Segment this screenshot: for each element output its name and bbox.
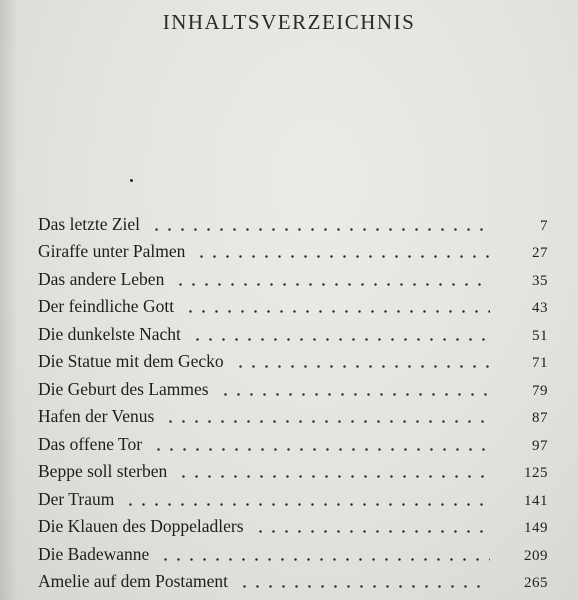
dot-leader [195, 255, 490, 258]
toc-entry-title: Das offene Tor [38, 433, 143, 454]
table-of-contents [38, 210, 548, 595]
dot-leader [234, 365, 490, 368]
toc-entry-page: 27 [532, 245, 548, 261]
toc-entry [38, 485, 548, 513]
toc-entry-title: Der feindliche Gott [38, 296, 175, 316]
toc-entry-title: Die Klauen des Doppeladlers [38, 516, 244, 536]
dot-leader [174, 283, 490, 286]
decorative-dot [130, 179, 133, 182]
dot-leader [124, 503, 490, 506]
toc-entry-page: 87 [532, 410, 548, 426]
toc-entry [38, 348, 548, 376]
toc-entry-title: Hafen der Venus [38, 406, 155, 426]
toc-entry-title: Giraffe unter Palmen [38, 241, 186, 261]
toc-entry [38, 265, 548, 293]
dot-leader [238, 585, 490, 588]
toc-entry [38, 320, 548, 348]
dot-leader [219, 393, 490, 396]
toc-entry [38, 540, 548, 568]
toc-entry [38, 458, 548, 486]
toc-entry [38, 403, 548, 431]
toc-entry-title: Die Geburt des Lammes [38, 378, 209, 399]
dot-leader [177, 475, 490, 478]
toc-entry-title: Amelie auf dem Postament [38, 571, 229, 591]
toc-entry [38, 238, 548, 266]
dot-leader [150, 228, 490, 231]
dot-leader [152, 448, 490, 451]
toc-entry-page: 141 [524, 492, 548, 509]
toc-entry-page: 7 [540, 217, 548, 234]
toc-entry [38, 210, 548, 238]
toc-entry-page: 35 [532, 272, 548, 289]
toc-entry-title: Die Badewanne [38, 543, 150, 564]
toc-entry [38, 293, 548, 321]
dot-leader [159, 558, 490, 561]
toc-entry-page: 97 [532, 437, 548, 454]
toc-entry [38, 430, 548, 458]
toc-entry-title: Das letzte Ziel [38, 213, 141, 234]
dot-leader [191, 338, 490, 341]
toc-entry-page: 265 [524, 575, 548, 591]
toc-entry-page: 125 [524, 465, 548, 481]
toc-entry-page: 71 [532, 355, 548, 371]
toc-entry-page: 43 [532, 300, 548, 316]
toc-entry [38, 375, 548, 403]
toc-entry-title: Die dunkelste Nacht [38, 323, 181, 344]
dot-leader [184, 310, 490, 313]
toc-entry [38, 568, 548, 596]
toc-entry-page: 51 [532, 327, 548, 344]
toc-entry-title: Das andere Leben [38, 268, 165, 289]
page-title: INHALTSVERZEICHNIS [162, 10, 416, 34]
dot-leader [254, 530, 490, 533]
toc-entry-title: Die Statue mit dem Gecko [38, 351, 224, 371]
dot-leader [164, 420, 490, 423]
toc-entry-page: 79 [532, 382, 548, 399]
toc-entry-page: 149 [524, 520, 548, 536]
toc-entry-page: 209 [524, 547, 548, 564]
toc-entry-title: Der Traum [38, 488, 115, 509]
toc-entry [38, 513, 548, 541]
toc-entry-title: Beppe soll sterben [38, 461, 168, 481]
